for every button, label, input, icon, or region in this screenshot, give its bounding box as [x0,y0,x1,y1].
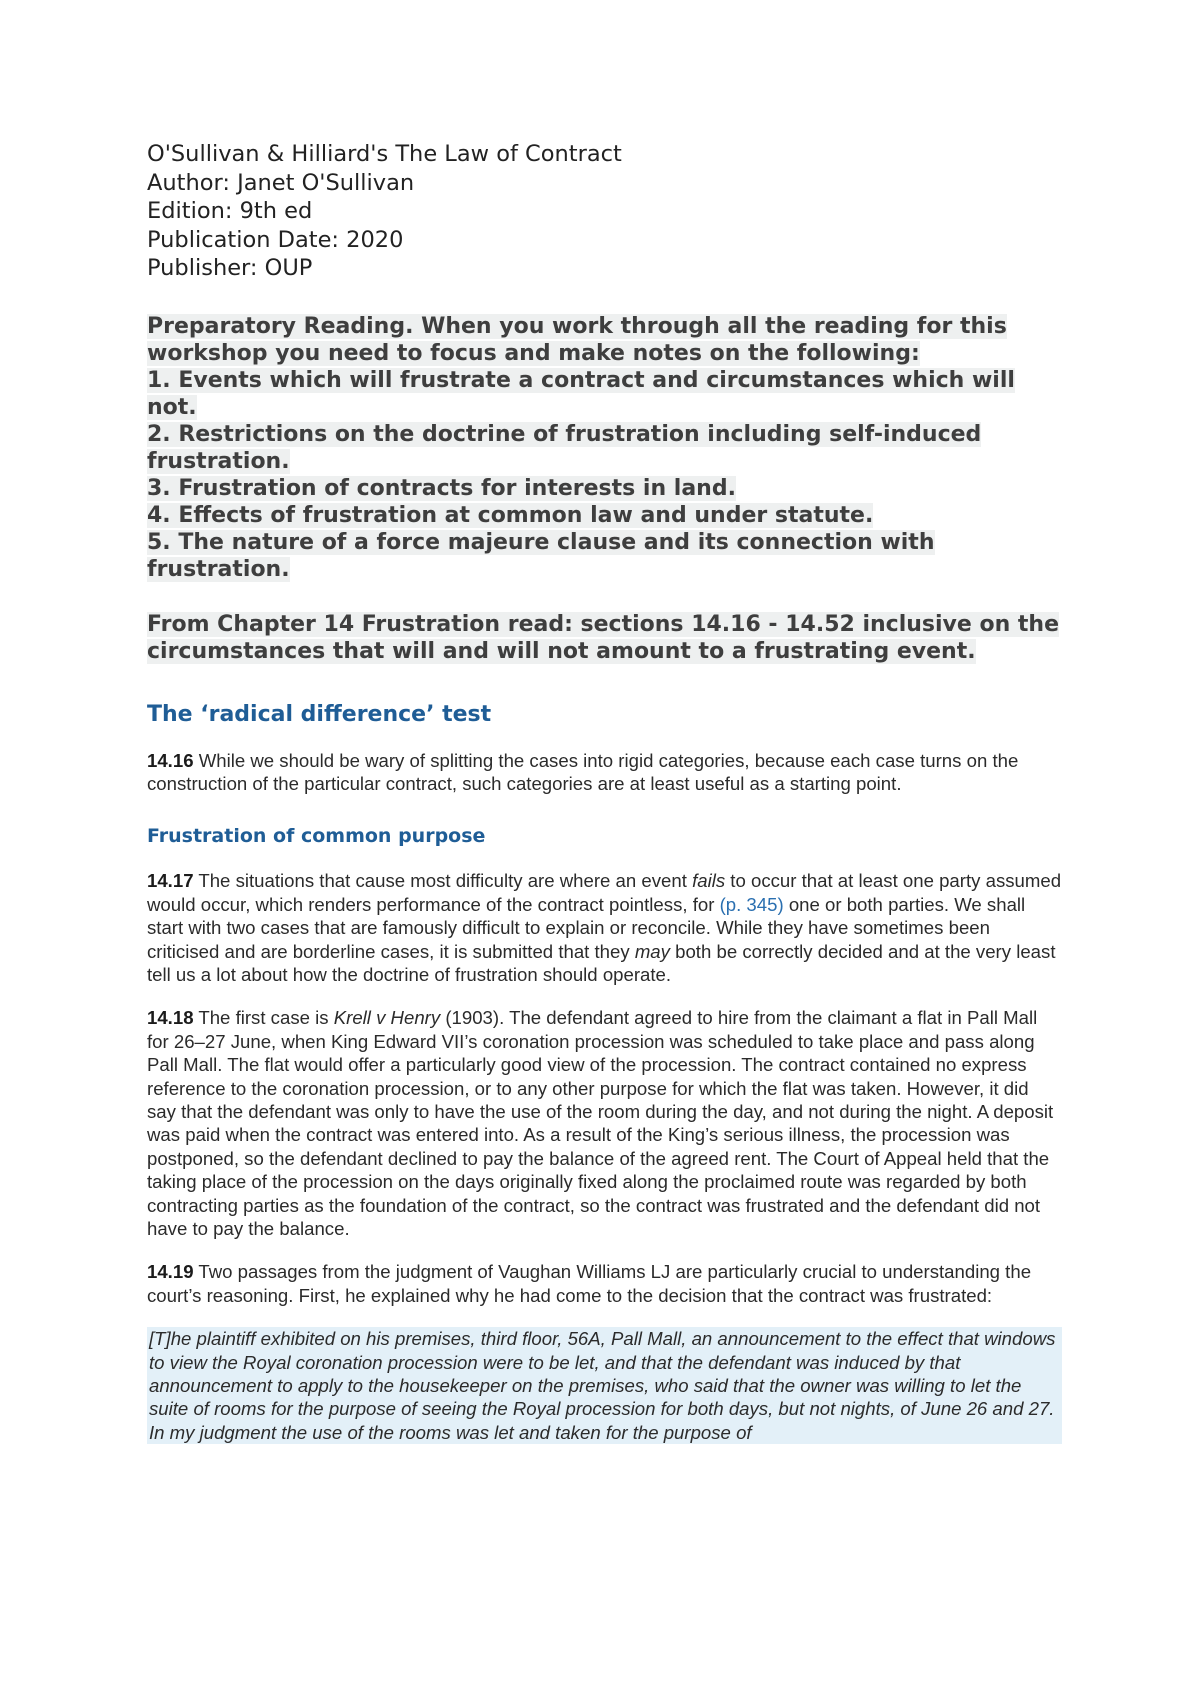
case-name: Krell v Henry [333,1007,441,1029]
book-publication-date: Publication Date: 2020 [147,226,404,253]
chapter-reading-instruction: From Chapter 14 Frustration read: sections 14.16 - 14.52 inclusive on the circumstances that will and will not amount to a frustrating event. [147,611,1060,664]
heading-radical-difference: The ‘radical difference’ test [147,701,492,727]
prep-item-3: 3. Frustration of contracts for interests in land. [147,475,736,501]
prep-item-2: 2. Restrictions on the doctrine of frustration including self-induced frustration. [147,421,982,474]
book-metadata [147,140,1062,283]
paragraph-14-19: 14.19 Two passages from the judgment of Vaughan Williams LJ are particularly crucial to understanding the court’s reasoning. First, he explained why he had come to the decision that the contract was frustrated: [147,1261,1032,1306]
book-publisher: Publisher: OUP [147,255,313,281]
paragraph-14-16: 14.16 While we should be wary of splitting the cases into rigid categories, because each case turns on the construction of the particular contract, such categories are at least useful as a starting point. [147,749,1019,794]
page-reference-link[interactable]: (p. 345) [719,893,784,915]
judgment-quote: [T]he plaintiff exhibited on his premises, third floor, 56A, Pall Mall, an announcement to the effect that windows to view the Royal coronation procession were to be let, and that the defendant was induced by that announcement to apply to the housekeeper on the premises, who said that the owner was willing to let the suite of rooms for the purpose of seeing the Royal procession for both days, but not nights, of June 26 and 27. In my judgment the use of the rooms was let and taken for the purpose of [147,1327,1062,1444]
prep-item-1: 1. Events which will frustrate a contract and circumstances which will not. [147,367,1015,420]
paragraph-number: 14.18 [147,1007,194,1029]
paragraph-number: 14.19 [147,1261,194,1283]
paragraph-14-17: 14.17 The situations that cause most difficulty are where an event fails to occur that at least one party assumed would occur, which renders performance of the contract pointless, for (p. 345) one or both parties. We shall start with two cases that are famously difficult to explain or reconcile. While they have sometimes been criticised and are borderline cases, it is submitted that they may both be correctly decided and at the very least tell us a lot about how the doctrine of frustration should operate. [147,870,1062,985]
heading-common-purpose: Frustration of common purpose [147,825,486,848]
paragraph-number: 14.16 [147,749,194,771]
prep-item-5: 5. The nature of a force majeure clause and its connection with frustration. [147,529,935,582]
book-title: O'Sullivan & Hilliard's The Law of Contract [147,141,622,167]
preparatory-reading [147,313,1062,583]
paragraph-14-18: 14.18 The first case is Krell v Henry (1903). The defendant agreed to hire from the claimant a flat in Pall Mall for 26–27 June, when King Edward VII’s coronation procession was scheduled to take place and pass along Pall Mall. The flat would offer a particularly good view of the procession. The contract contained no express reference to the coronation procession, or to any other purpose for which the flat was taken. However, it did say that the defendant was only to have the use of the room during the day, and not during the night. A deposit was paid when the contract was entered into. As a result of the King’s serious illness, the procession was postponed, so the defendant declined to pay the balance of the agreed rent. The Court of Appeal held that the taking place of the procession on the days originally fixed along the proclaimed route was regarded by both contracting parties as the foundation of the contract, so the contract was frustrated and the defendant did not have to pay the balance. [147,1007,1054,1239]
prep-intro: Preparatory Reading. When you work through all the reading for this workshop you need to focus and make notes on the following: [147,313,1007,366]
book-edition: Edition: 9th ed [147,198,313,224]
book-author: Author: Janet O'Sullivan [147,169,415,196]
paragraph-number: 14.17 [147,870,194,892]
prep-item-4: 4. Effects of frustration at common law and under statute. [147,502,874,528]
document-content [147,140,1062,1444]
